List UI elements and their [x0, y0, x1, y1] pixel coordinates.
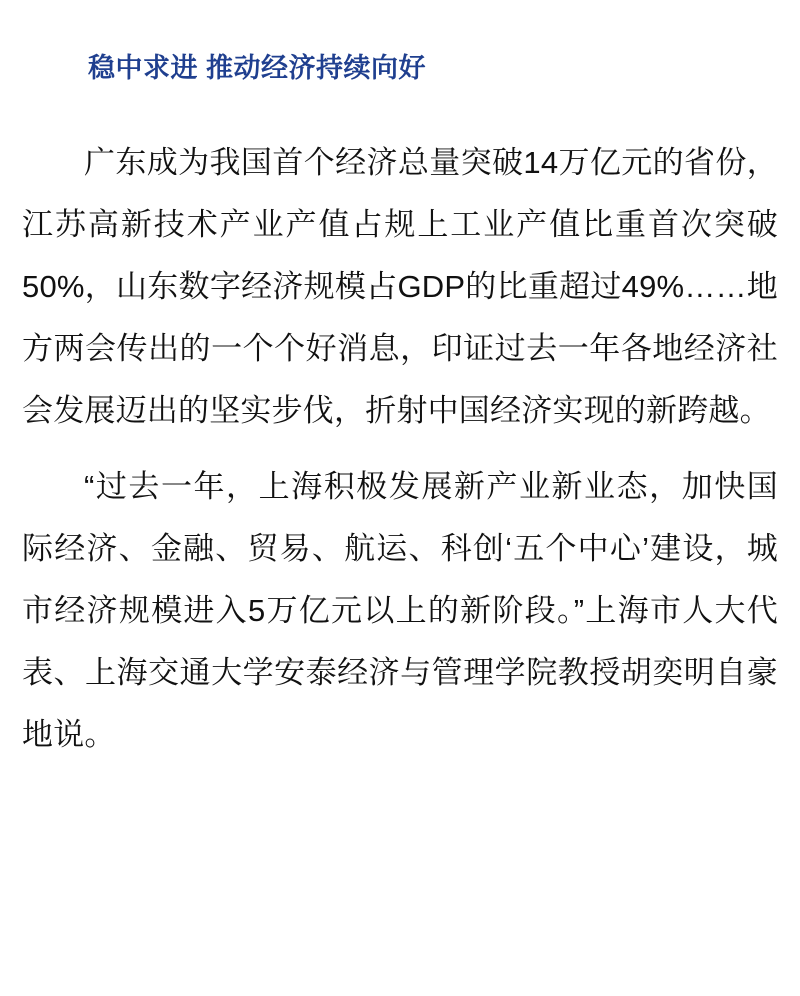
page-title: 稳中求进 推动经济持续向好	[88, 53, 427, 83]
article-body	[22, 132, 778, 766]
body-paragraph: 广东成为我国首个经济总量突破14万亿元的省份，江苏高新技术产业产值占规上工业产值比重首次突破50%，山东数字经济规模占GDP的比重超过49%……地方两会传出的一个个好消息，印证过去一年各地经济社会发展迈出的坚实步伐，折射中国经济实现的新跨越。	[22, 144, 778, 428]
body-paragraph: “过去一年，上海积极发展新产业新业态，加快国际经济、金融、贸易、航运、科创‘五个中心’建设，城市经济规模进入5万亿元以上的新阶段。”上海市人大代表、上海交通大学安泰经济与管理学院教授胡奕明自豪地说。	[22, 468, 778, 752]
